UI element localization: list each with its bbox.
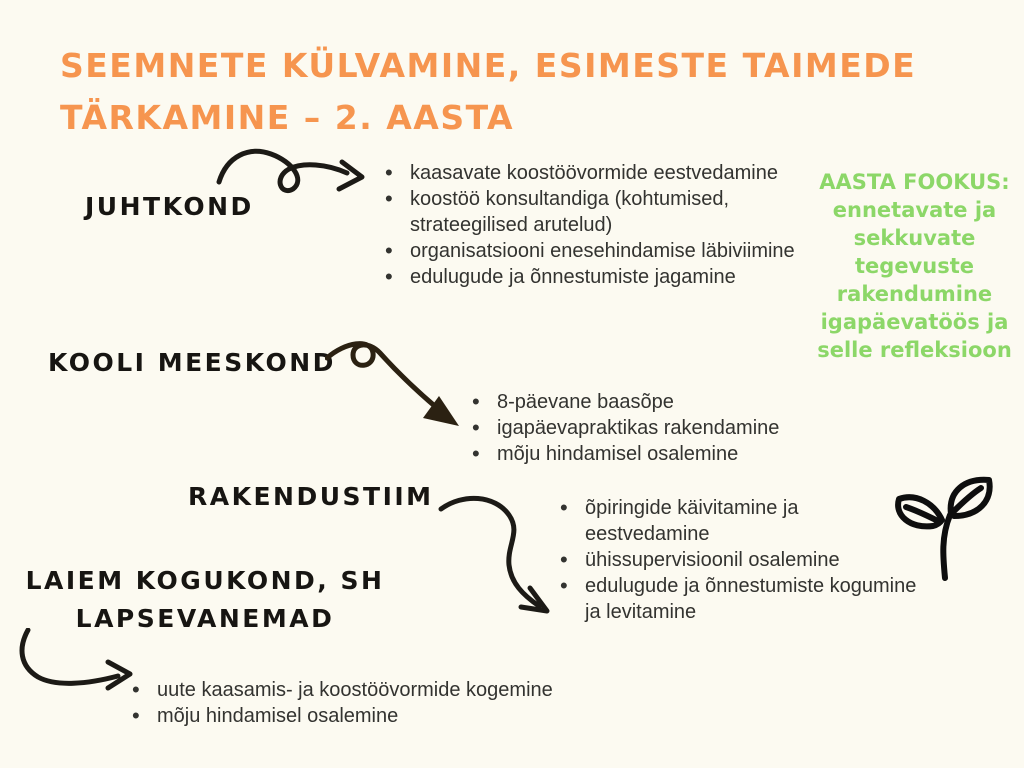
annual-focus-body: ennetavate ja sekkuvate tegevuste rakendumine igapäevatöös ja selle refleksioon bbox=[817, 198, 1012, 362]
bullet-item: • igapäevapraktikas rakendamine bbox=[470, 415, 890, 441]
bullet-list-kooli-meeskond bbox=[470, 389, 890, 467]
bullet-item: • organisatsiooni enesehindamise läbiviimine bbox=[383, 238, 813, 264]
curl-loop-arrow-right-icon bbox=[215, 142, 375, 202]
bullet-list-laiem-kogukond bbox=[130, 677, 570, 729]
page-title: SEEMNETE KÜLVAMINE, ESIMESTE TAIMEDE TÄRKAMINE – 2. AASTA bbox=[60, 46, 917, 138]
curve-arrow-right-icon bbox=[12, 628, 144, 700]
group-label-rakendustiim: RAKENDUSTIIM bbox=[188, 482, 434, 511]
bullet-item: • edulugude ja õnnestumiste jagamine bbox=[383, 264, 813, 290]
bullet-item: • uute kaasamis- ja koostöövormide kogemine bbox=[130, 677, 570, 703]
group-label-juhtkond: JUHTKOND bbox=[85, 192, 254, 221]
annual-focus-heading: AASTA FOOKUS: bbox=[819, 170, 1010, 194]
bullet-item: • õpiringide käivitamine ja eestvedamine bbox=[558, 495, 918, 547]
bullet-item: • 8-päevane baasõpe bbox=[470, 389, 890, 415]
bullet-item: • edulugude ja õnnestumiste kogumine ja levitamine bbox=[558, 573, 918, 625]
group-label-kooli-meeskond: KOOLI MEESKOND bbox=[48, 348, 336, 377]
bullet-item: • kaasavate koostöövormide eestvedamine bbox=[383, 160, 813, 186]
bullet-list-juhtkond bbox=[383, 160, 813, 290]
annual-focus-block bbox=[812, 168, 1017, 364]
bullet-item: • koostöö konsultandiga (kohtumised, strateegilised arutelud) bbox=[383, 186, 813, 238]
s-curve-arrow-down-icon bbox=[435, 485, 560, 617]
group-label-laiem-kogukond: LAIEM KOGUKOND, SH LAPSEVANEMAD bbox=[25, 566, 385, 633]
bullet-list-rakendustiim bbox=[558, 495, 918, 625]
bullet-item: • mõju hindamisel osalemine bbox=[470, 441, 890, 467]
loop-arrow-down-right-icon bbox=[325, 338, 470, 443]
sprout-seedling-icon bbox=[885, 475, 1005, 583]
bullet-item: • mõju hindamisel osalemine bbox=[130, 703, 570, 729]
bullet-item: • ühissupervisioonil osalemine bbox=[558, 547, 918, 573]
